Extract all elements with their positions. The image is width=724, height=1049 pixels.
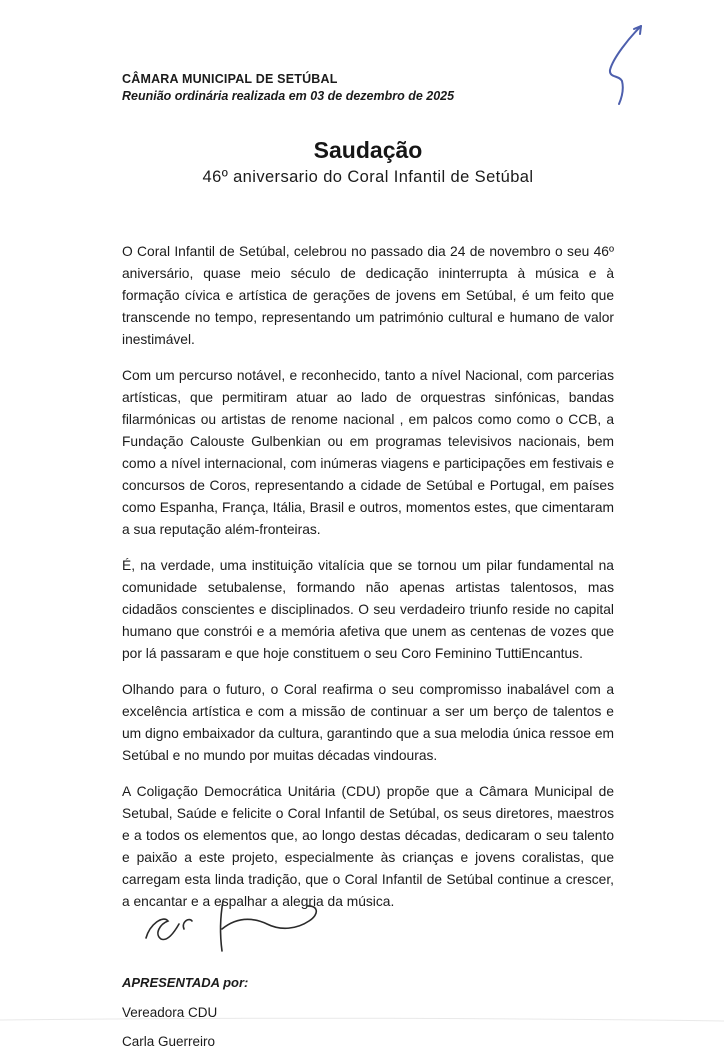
- scan-edge-artifact: [0, 1014, 724, 1024]
- presented-by-label: APRESENTADA por:: [122, 975, 249, 990]
- paragraph: A Coligação Democrática Unitária (CDU) propõe que a Câmara Municipal de Setubal, Saúde e felicite o Coral Infantil de Setúbal, os seus diretores, maestros e a todos os elementos que, ao longo destas décadas, dedicaram o seu talento e paixão a este projeto, especialmente às crianças e jovens coralistas, que carregam esta linda tradição, que o Coral Infantil de Setúbal continue a crescer, a encantar e a espalhar a alegria da música.: [122, 784, 614, 909]
- handwritten-signature: [130, 888, 330, 958]
- paragraph: Com um percurso notável, e reconhecido, tanto a nível Nacional, com parcerias artísticas, que permitiram atuar ao lado de orquestras sinfónicas, bandas filarmónicas ou artistas de renome nacional , em palcos como como o CCB, a Fundação Calouste Gulbenkian ou em programas televisivos nacionais, bem como a nível internacional, com inúmeras viagens e participações em festivais e concursos de Coros, representando a cidade de Setúbal e Portugal, em países como Espanha, França, Itália, Brasil e outros, momentos estes, que cimentaram a sua reputação além-fronteiras.: [122, 368, 614, 537]
- document-title: Saudação: [313, 137, 423, 163]
- organization-name: CÂMARA MUNICIPAL DE SETÚBAL: [122, 72, 338, 86]
- document-header: [122, 72, 614, 103]
- paragraph: É, na verdade, uma instituição vitalícia que se tornou um pilar fundamental na comunidade setubalense, formando não apenas artistas talentosos, mas cidadãos conscientes e disciplinados. O seu verdadeiro triunfo reside no capital humano que constrói e a memória afetiva que unem as centenas de vozes que por lá passaram e que hoje constituem o seu Coro Feminino TuttiEncantus.: [122, 558, 614, 661]
- paragraph: Olhando para o futuro, o Coral reafirma o seu compromisso inabalável com a excelência artística e com a missão de continuar a ser um berço de talentos e um digno embaixador da cultura, garantindo que a sua melodia única ressoe em Setúbal e no mundo por muitas décadas vindouras.: [122, 682, 614, 763]
- scan-edge-line: [0, 1018, 724, 1021]
- title-block: [122, 137, 614, 187]
- document-subtitle: 46º aniversario do Coral Infantil de Setúbal: [202, 168, 534, 186]
- signature-block: [122, 975, 614, 1049]
- signer-role: Vereadora CDU: [122, 1005, 218, 1020]
- pen-scribble-stroke: [610, 26, 641, 104]
- signature-stroke-flourish: [222, 906, 316, 929]
- signer-name: Carla Guerreiro: [122, 1034, 216, 1049]
- document-body: [122, 241, 614, 913]
- signature-stroke-initials: [146, 919, 192, 939]
- paragraph: O Coral Infantil de Setúbal, celebrou no passado dia 24 de novembro o seu 46º aniversário, quase meio século de dedicação ininterrupta à música e à formação cívica e artística de gerações de jovens em Setúbal, é um feito que transcende no tempo, representando um património cultural e humano de valor inestimável.: [122, 244, 614, 347]
- meeting-info-line: Reunião ordinária realizada em 03 de dezembro de 2025: [122, 89, 455, 103]
- signature-stroke-vertical: [221, 901, 223, 951]
